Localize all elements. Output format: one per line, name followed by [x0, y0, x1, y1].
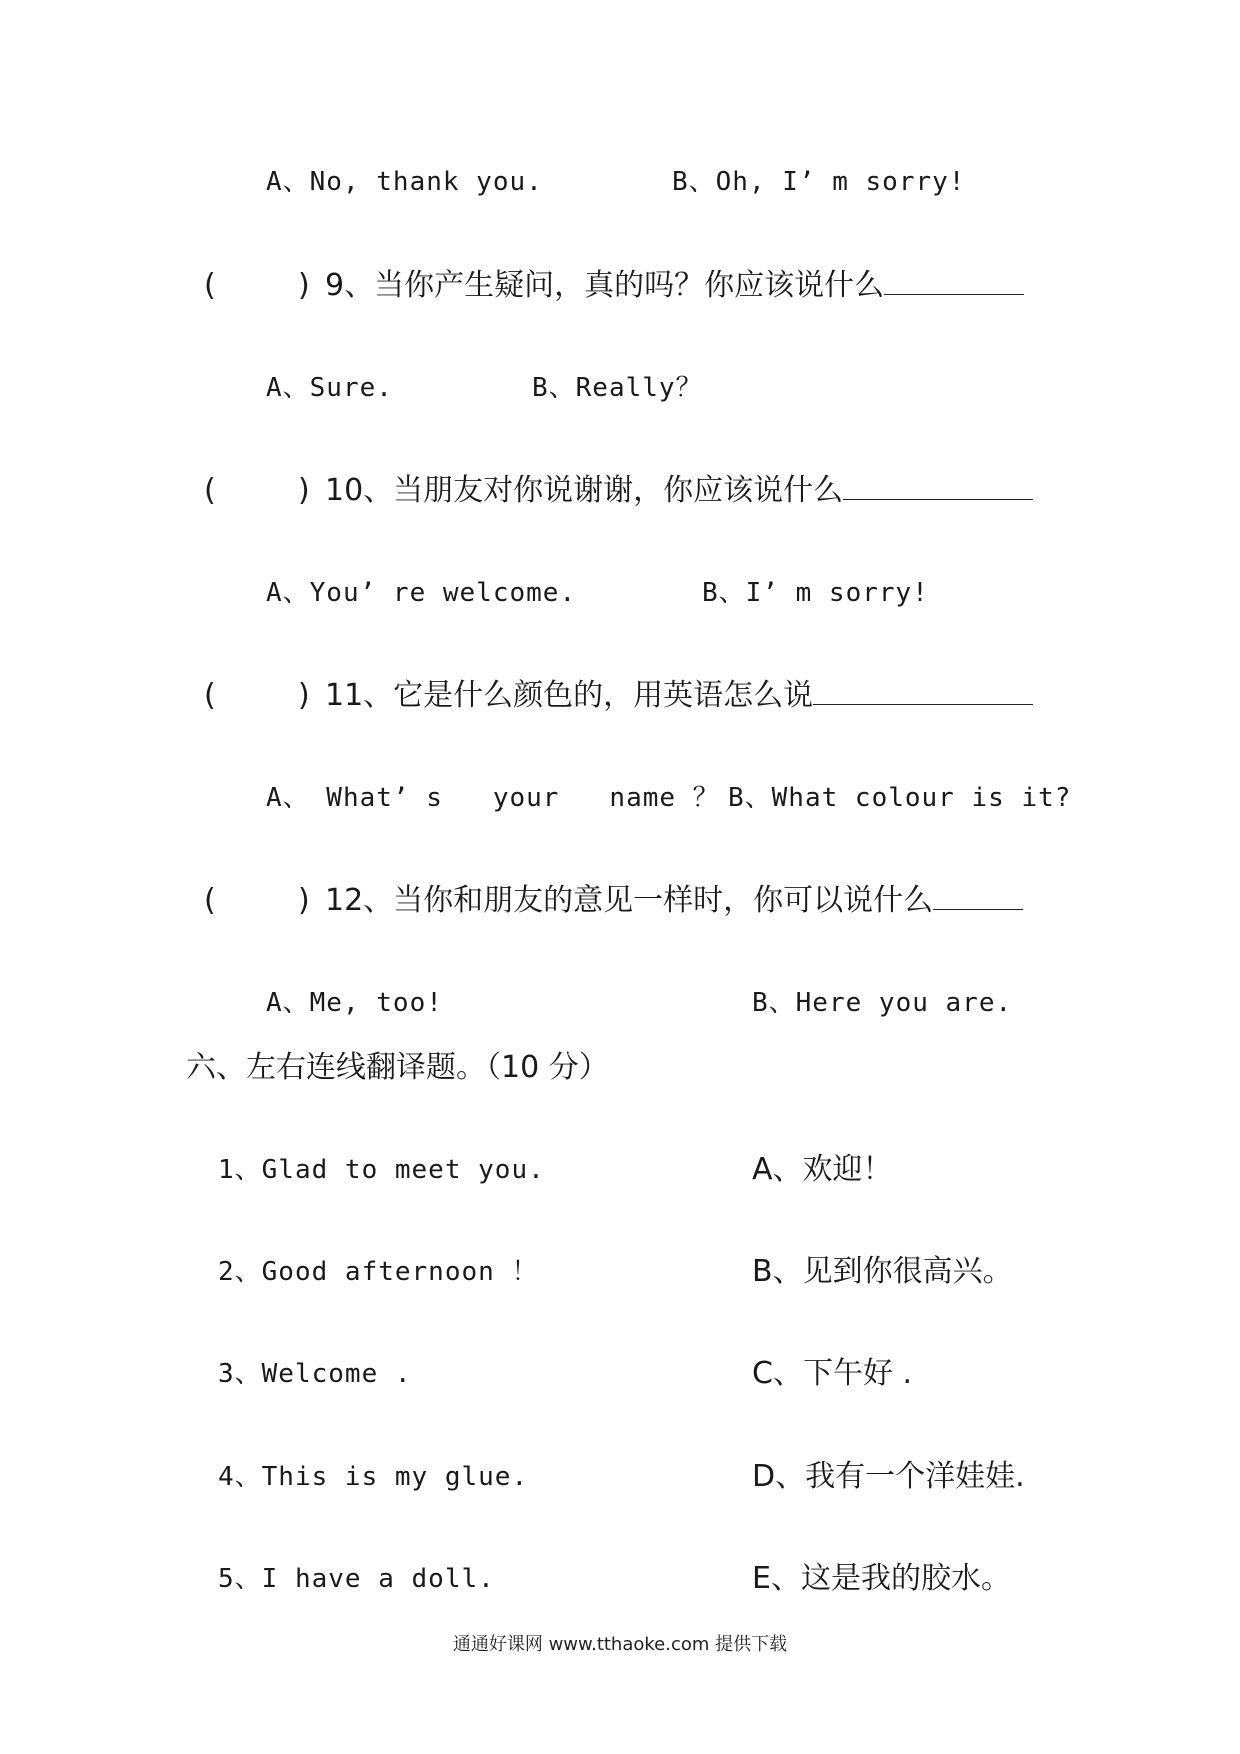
match-right-a[interactable]: A、欢迎！	[752, 1152, 893, 1187]
q8-option-b: B、Oh, I’ m sorry!	[672, 167, 966, 197]
q10-paren-close: )	[298, 473, 310, 508]
footer-credit: 通通好课网 www.tthaoke.com 提供下载	[452, 1634, 788, 1655]
match-right-c[interactable]: C、下午好 .	[752, 1356, 913, 1391]
q12-option-a: A、Me, too!	[266, 988, 443, 1018]
q9-option-b: B、Really？	[532, 373, 703, 403]
q9-answer-blank[interactable]	[884, 268, 1024, 295]
match-right-e[interactable]: E、这是我的胶水。	[752, 1561, 1011, 1596]
match-left-2[interactable]: 2、Good afternoon ！	[218, 1257, 539, 1287]
q11-question	[325, 678, 1033, 714]
q9-option-a: A、Sure.	[266, 373, 393, 403]
match-right-d[interactable]: D、我有一个洋娃娃.	[752, 1459, 1025, 1494]
q9-question-text: 9、当你产生疑问，真的吗？你应该说什么	[325, 268, 885, 303]
match-left-4[interactable]: 4、This is my glue.	[218, 1462, 529, 1492]
q12-paren-open: (	[204, 883, 216, 918]
section6-title: 六、左右连线翻译题。（10 分）	[186, 1050, 609, 1085]
match-right-b[interactable]: B、见到你很高兴。	[752, 1254, 1013, 1289]
q9-paren-close: )	[298, 268, 310, 303]
q10-answer-blank[interactable]	[843, 473, 1033, 500]
q10-option-b: B、I’ m sorry!	[702, 578, 929, 608]
q10-option-a: A、You’ re welcome.	[266, 578, 577, 608]
q10-paren-open: (	[204, 473, 216, 508]
match-left-1[interactable]: 1、Glad to meet you.	[218, 1155, 545, 1185]
q9-question	[325, 268, 1024, 304]
q11-question-text: 11、它是什么颜色的，用英语怎么说	[325, 678, 814, 713]
q11-option-b: B、What colour is it?	[728, 783, 1072, 813]
q11-paren-close: )	[298, 678, 310, 713]
q12-option-b: B、Here you are.	[752, 988, 1013, 1018]
q8-option-a: A、No, thank you.	[266, 167, 543, 197]
match-left-5[interactable]: 5、I have a doll.	[218, 1564, 495, 1594]
q10-question	[325, 473, 1033, 509]
q11-option-a: A、 What’ s your name ？	[266, 783, 720, 813]
q12-question	[325, 883, 1023, 919]
q12-question-text: 12、当你和朋友的意见一样时，你可以说什么	[325, 883, 934, 918]
q12-answer-blank[interactable]	[933, 883, 1023, 910]
q11-paren-open: (	[204, 678, 216, 713]
q12-paren-close: )	[298, 883, 310, 918]
q10-question-text: 10、当朋友对你说谢谢，你应该说什么	[325, 473, 844, 508]
match-left-3[interactable]: 3、Welcome .	[218, 1359, 412, 1389]
q9-paren-open: (	[204, 268, 216, 303]
q11-answer-blank[interactable]	[813, 678, 1033, 705]
